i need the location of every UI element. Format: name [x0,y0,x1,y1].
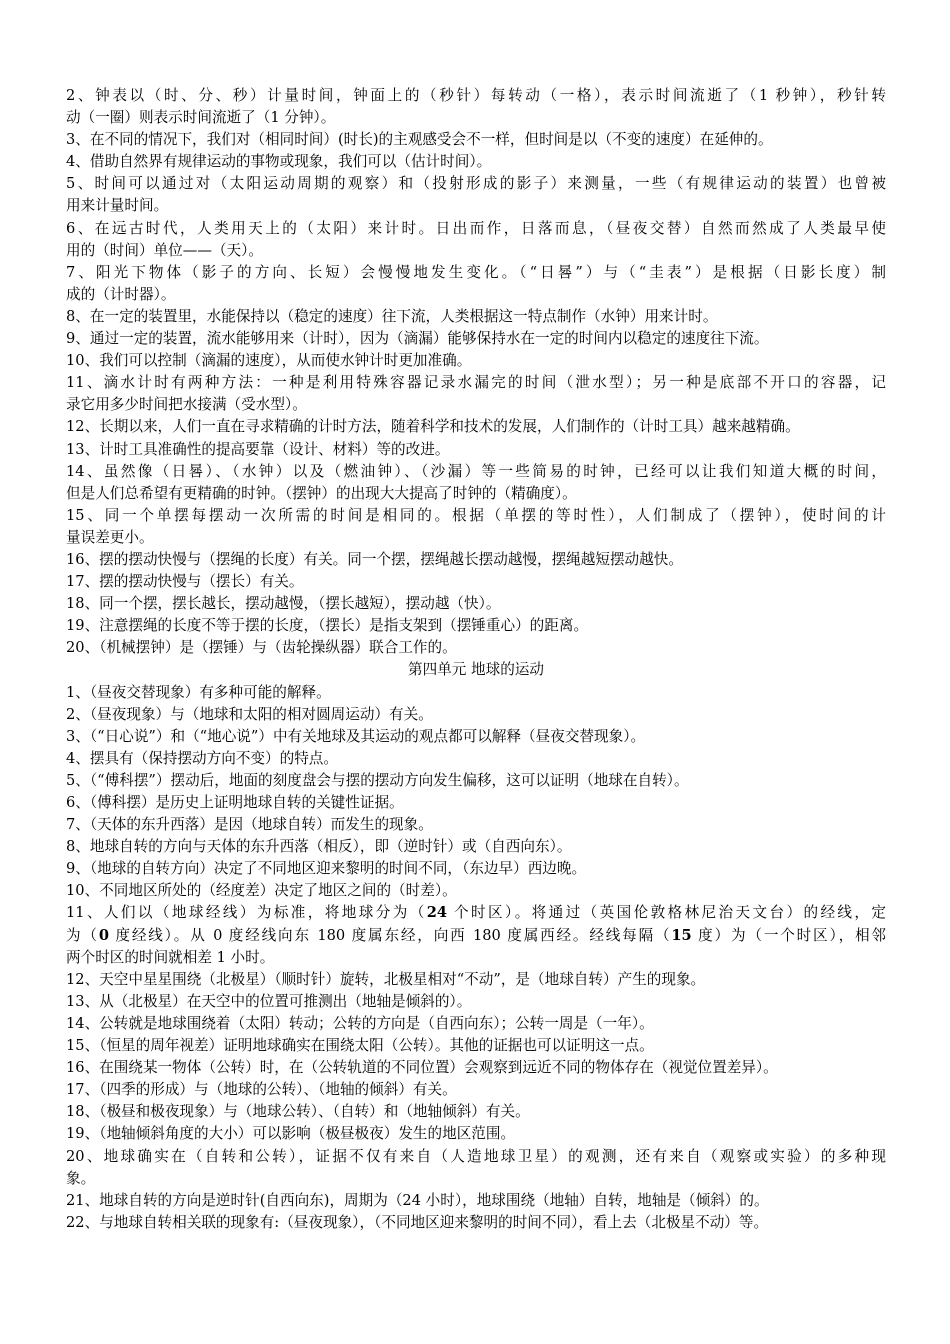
text-run: 度经线）。从 0 度经线向东 180 度属东经，向西 180 度属西经。经线每隔（ [108,926,672,944]
item-line: 15、同一个单摆每摆动一次所需的时间是相同的。根据（单摆的等时性），人们制成了（摆钟），使时间的计 [66,506,886,524]
item-line: 10、不同地区所处的（经度差）决定了地区之间的（时差）。 [66,882,457,900]
list-item [66,1123,886,1145]
list-item [66,350,886,372]
list-item [66,814,886,836]
list-item [66,218,886,262]
item-line: 1、（昼夜交替现象）有多种可能的解释。 [66,683,331,701]
item-line: 16、在围绕某一物体（公转）时，在（公转轨道的不同位置）会观察到远近不同的物体存在（视觉位置差异）。 [66,1059,778,1077]
item-line: 6、（傅科摆）是历史上证明地球自转的关键性证据。 [66,794,404,811]
list-item [66,173,886,217]
list-item [66,991,886,1013]
list-item [66,1035,886,1057]
list-item [66,770,886,792]
item-line: 7、（天体的东升西落）是因（地球自转）而发生的现象。 [66,816,433,834]
item-line: 4、摆具有（保持摆动方向不变）的特点。 [66,749,338,767]
unit3-list [66,85,886,659]
list-item [66,792,886,814]
list-item [66,748,886,770]
list-item [66,1146,886,1190]
item-line: 4、借助自然界有规律运动的事物或现象，我们可以（估计时间）。 [66,153,492,171]
item-line: 2、（昼夜现象）与（地球和太阳的相对圆周运动）有关。 [66,705,433,723]
item-line: 3、（“日心说”）和（“地心说”）中有关地球及其运动的观点都可以解释（昼夜交替现象）。 [66,727,646,745]
item-line: 17、（四季的形成）与（地球的公转）、（地轴的倾斜）有关。 [66,1081,457,1099]
item-line: 21、地球自转的方向是逆时针(自西向东)，周期为（24 小时），地球围绕（地轴）自转，地轴是（倾斜）的。 [66,1191,769,1209]
bold-number: 15 [671,926,692,944]
document-page [66,85,886,1234]
item-line: 录它用多少时间把水接满（受水型）。 [66,396,307,414]
list-item [66,682,886,704]
list-item [66,902,886,968]
item-line: 7、阳光下物体（影子的方向、长短）会慢慢地发生变化。（“日晷”）与（“圭表”）是根据（日影长度）制 [66,263,886,281]
section-heading: 第四单元 地球的运动 [408,661,544,679]
item-line: 8、在一定的装置里，水能保持以（稳定的速度）往下流，人类根据这一特点制作（水钟）用来计时。 [66,307,718,325]
list-item [66,306,886,328]
item-line: 17、摆的摆动快慢与（摆长）有关。 [66,573,304,591]
list-item [66,129,886,151]
item-line: 5、（“傅科摆”）摆动后，地面的刻度盘会与摆的摆动方向发生偏移，这可以证明（地球在自转）。 [66,771,689,789]
item-line: 20、地球确实在（自转和公转），证据不仅有来自（人造地球卫星）的观测，还有来自（观察或实验）的多种现 [66,1147,886,1165]
item-line: 但是人们总希望有更精确的时钟。（摆钟）的出现大大提高了时钟的（精确度）。 [66,484,577,502]
list-item [66,262,886,306]
item-line: 象。 [66,1169,96,1187]
item-line: 动（一圈）则表示时间流逝了（1 分钟）。 [66,109,336,127]
bold-number: 24 [426,904,448,922]
item-line: 用的（时间）单位——（天）。 [66,241,264,259]
list-item [66,372,886,416]
item-line: 11、滴水计时有两种方法：一种是利用特殊容器记录水漏完的时间（泄水型）；另一种是底部不开口的容器，记 [66,374,886,392]
item-line: 18、（极昼和极夜现象）与（地球公转）、（自转）和（地轴倾斜）有关。 [66,1103,530,1121]
list-item [66,615,886,637]
item-line: 8、地球自转的方向与天体的东升西落（相反），即（逆时针）或（自西向东）。 [66,838,572,856]
list-item [66,726,886,748]
item-line: 13、从（北极星）在天空中的位置可推测出（地轴是倾斜的）。 [66,992,472,1010]
item-line: 成的（计时器）。 [66,285,176,303]
bold-number: 0 [98,926,109,944]
list-item [66,151,886,173]
item-line: 两个时区的时间就相差 1 小时。 [66,948,275,966]
list-item [66,85,886,129]
list-item [66,1057,886,1079]
list-item [66,880,886,902]
list-item [66,1013,886,1035]
item-line [66,925,886,947]
list-item [66,549,886,571]
item-line [66,902,886,924]
text-run: 度）为（一个时区），相邻 [691,926,886,944]
item-line: 19、（地轴倾斜角度的大小）可以影响（极昼极夜）发生的地区范围。 [66,1125,516,1143]
list-item [66,858,886,880]
item-line: 用来计量时间。 [66,197,169,215]
list-item [66,1101,886,1123]
item-line: 9、通过一定的装置，流水能够用来（计时），因为（滴漏）能够保持水在一定的时间内以稳定的速度往下流。 [66,330,769,348]
list-item [66,593,886,615]
item-line: 15、（恒星的周年视差）证明地球确实在围绕太阳（公转）。其他的证据也可以证明这一点。 [66,1037,654,1055]
list-item [66,704,886,726]
item-line: 22、与地球自转相关联的现象有:（昼夜现象），（不同地区迎来黎明的时间不同），看上去（北极星不动）等。 [66,1213,769,1231]
item-line: 12、长期以来，人们一直在寻求精确的计时方法，随着科学和技术的发展，人们制作的（计时工具）越来越精确。 [66,418,800,436]
item-line: 2、钟表以（时、分、秒）计量时间，钟面上的（秒针）每转动（一格），表示时间流逝了（1 秒钟），秒针转 [66,87,886,104]
item-line: 20、（机械摆钟）是（摆锤）与（齿轮操纵器）联合工作的。 [66,639,457,657]
item-line: 16、摆的摆动快慢与（摆绳的长度）有关。同一个摆，摆绳越长摆动越慢，摆绳越短摆动越快。 [66,550,683,568]
list-item [66,1190,886,1212]
item-line: 12、天空中星星围绕（北极星）（顺时针）旋转，北极星相对“不动”，是（地球自转）产生的现象。 [66,970,706,988]
list-item [66,1079,886,1101]
list-item [66,328,886,350]
list-item [66,1212,886,1234]
unit4-list [66,682,886,1234]
item-line: 10、我们可以控制（滴漏的速度），从而使水钟计时更加准确。 [66,352,472,370]
list-item [66,461,886,505]
item-line: 18、同一个摆，摆长越长，摆动越慢，（摆长越短），摆动越（快）。 [66,595,501,613]
text-run: 为（ [66,926,99,944]
list-item [66,836,886,858]
text-run: 个时区）。将通过（英国伦敦格林尼治天文台）的经线，定 [447,904,886,922]
item-line: 6、在远古时代，人类用天上的（太阳）来计时。日出而作，日落而息，（昼夜交替）自然而然成了人类最早使 [66,219,886,237]
list-item [66,969,886,991]
list-item [66,439,886,461]
item-line: 14、公转就是地球围绕着（太阳）转动；公转的方向是（自西向东）；公转一周是（一年）。 [66,1014,654,1032]
item-line: 9、（地球的自转方向）决定了不同地区迎来黎明的时间不同，（东边早）西边晚。 [66,860,587,878]
item-line: 量误差更小。 [66,528,154,546]
list-item [66,505,886,549]
item-line: 5、时间可以通过对（太阳运动周期的观察）和（投射形成的影子）来测量，一些（有规律运动的装置）也曾被 [66,175,886,193]
list-item [66,571,886,593]
item-line: 3、在不同的情况下，我们对（相同时间）(时长)的主观感受会不一样，但时间是以（不变的速度）在延伸的。 [66,131,773,149]
text-run: 11、人们以（地球经线）为标准，将地球分为（ [66,904,427,922]
item-line: 13、计时工具准确性的提高要靠（设计、材料）等的改进。 [66,440,450,458]
list-item [66,416,886,438]
list-item [66,637,886,659]
item-line: 19、注意摆绳的长度不等于摆的长度，（摆长）是指支架到（摆锤重心）的距离。 [66,617,589,635]
item-line: 14、虽然像（日晷）、（水钟）以及（燃油钟）、（沙漏）等一些简易的时钟，已经可以让我们知道大概的时间， [66,462,886,480]
